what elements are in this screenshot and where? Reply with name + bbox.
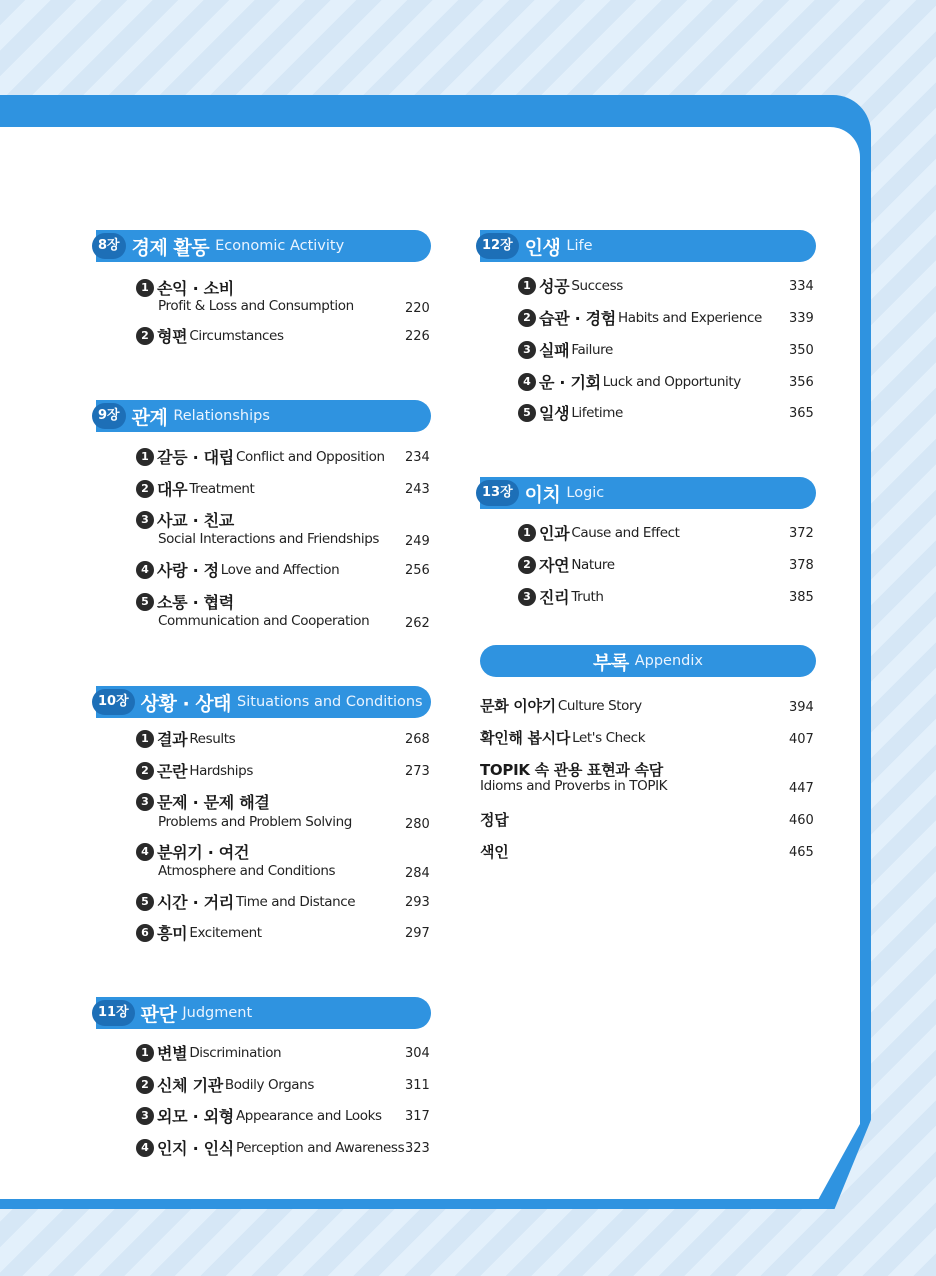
item-title-ko: 소통 · 협력 [157,593,234,612]
item-title-en: Failure [571,341,613,358]
number-badge: 3 [136,793,154,811]
page-number: 365 [789,406,814,421]
toc-item[interactable] [136,727,235,750]
chapter-title-en: Life [566,238,593,254]
toc-item[interactable] [518,338,613,361]
item-title-ko: 인과 [539,524,570,543]
page-number: 249 [405,534,430,549]
chapter-number: 8장 [92,233,126,259]
chapter-number: 10장 [92,689,135,715]
item-title-en: Appearance and Looks [235,1107,382,1124]
chapter-11-header [96,997,431,1029]
page-number: 339 [789,311,814,326]
item-title-en: Lifetime [571,404,623,421]
page-number: 460 [789,813,814,828]
toc-item[interactable] [136,790,270,813]
item-title-ko: 실패 [539,341,570,360]
chapter-title-en: Judgment [182,1005,253,1021]
item-title-en: Circumstances [189,327,284,344]
appendix-header [480,645,816,677]
toc-item[interactable] [136,1073,314,1096]
item-title-en: Nature [571,556,615,573]
number-badge: 5 [518,404,536,422]
page-number: 280 [405,817,430,832]
number-badge: 1 [136,1044,154,1062]
item-title-en: Results [189,730,236,747]
chapter-title-ko: 경제 활동 [131,236,210,259]
number-badge: 3 [136,511,154,529]
number-badge: 2 [136,480,154,498]
page-number: 407 [789,732,814,747]
item-title-ko: 운 · 기회 [539,373,601,392]
page-number: 293 [405,895,430,910]
number-badge: 6 [136,924,154,942]
item-title-en: Bodily Organs [224,1076,314,1093]
number-badge: 1 [136,279,154,297]
toc-item[interactable] [480,727,645,748]
number-badge: 2 [136,327,154,345]
chapter-13-header [480,477,816,509]
number-badge: 3 [518,341,536,359]
number-badge: 5 [136,593,154,611]
number-badge: 4 [136,561,154,579]
item-title-en: Social Interactions and Friendships [158,531,380,547]
toc-item[interactable] [518,401,623,424]
toc-item[interactable] [136,1041,281,1064]
item-title-ko: 분위기 · 여건 [157,843,250,862]
item-title-ko: 성공 [539,277,570,296]
number-badge: 3 [136,1107,154,1125]
item-title-ko: 갈등 · 대립 [157,448,234,467]
toc-item[interactable] [480,809,508,830]
number-badge: 1 [136,730,154,748]
item-title-ko: 문제 · 문제 해결 [157,793,270,812]
item-title-ko: 사교 · 친교 [157,511,234,530]
appendix-title-ko: 부록 [593,651,629,674]
chapter-title-ko: 관계 [131,406,168,429]
item-title-en: Idioms and Proverbs in TOPIK [480,778,668,794]
item-title-en: Cause and Effect [571,524,680,541]
item-title-ko: 색인 [480,843,509,861]
item-title-en: Habits and Experience [617,309,762,326]
item-title-ko: 일생 [539,404,570,423]
page-number: 256 [405,563,430,578]
toc-item[interactable] [136,558,339,581]
page-number: 372 [789,526,814,541]
page-number: 234 [405,450,430,465]
page-number: 226 [405,329,430,344]
page-number: 447 [789,781,814,796]
toc-item[interactable] [136,276,234,299]
toc-item[interactable] [136,921,262,944]
page-number: 394 [789,700,814,715]
item-title-en: Atmosphere and Conditions [158,863,336,879]
chapter-title-en: Economic Activity [215,238,345,254]
number-badge: 2 [136,762,154,780]
number-badge: 1 [518,524,536,542]
item-title-en: Hardships [189,762,253,779]
item-title-ko: TOPIK 속 관용 표현과 속담 [480,761,663,779]
page-number: 356 [789,375,814,390]
item-title-en: Truth [571,588,604,605]
toc-item[interactable] [136,890,355,913]
number-badge: 1 [136,448,154,466]
item-title-ko: 인지 · 인식 [157,1139,234,1158]
item-title-ko: 흥미 [157,924,188,943]
page-number: 304 [405,1046,430,1061]
page-number: 378 [789,558,814,573]
item-title-ko: 진리 [539,588,570,607]
item-title-ko: 확인해 봅시다 [480,729,571,747]
item-title-ko: 시간 · 거리 [157,893,234,912]
item-title-en: Profit & Loss and Consumption [158,298,354,314]
chapter-12-header [480,230,816,262]
item-title-en: Luck and Opportunity [602,373,741,390]
number-badge: 2 [136,1076,154,1094]
chapter-title-ko: 판단 [140,1003,177,1026]
chapter-title-en: Relationships [173,408,270,424]
chapter-number: 11장 [92,1000,135,1026]
chapter-number: 12장 [476,233,519,259]
item-title-en: Treatment [189,480,255,497]
chapter-number: 13장 [476,480,519,506]
item-title-en: Love and Affection [220,561,340,578]
number-badge: 5 [136,893,154,911]
item-title-ko: 대우 [157,480,188,499]
item-title-ko: 사랑 · 정 [157,561,219,580]
page-number: 273 [405,764,430,779]
page-number: 465 [789,845,814,860]
chapter-title-ko: 상황 · 상태 [140,692,232,715]
item-title-en: Communication and Cooperation [158,613,370,629]
toc-item[interactable] [480,841,508,862]
toc-item[interactable] [518,306,762,329]
item-title-ko: 정답 [480,811,509,829]
item-title-en: Let's Check [572,729,646,746]
chapter-title-ko: 이치 [524,483,561,506]
chapter-8-header [96,230,431,262]
toc-item[interactable] [136,1104,382,1127]
item-title-en: Culture Story [557,697,642,714]
item-title-ko: 자연 [539,556,570,575]
page-number: 317 [405,1109,430,1124]
page-number: 385 [789,590,814,605]
item-title-ko: 습관 · 경험 [539,309,616,328]
chapter-title-en: Situations and Conditions [237,694,423,710]
appendix-title-en: Appendix [634,653,703,669]
item-title-ko: 결과 [157,730,188,749]
toc-item[interactable] [136,759,253,782]
item-title-en: Discrimination [189,1044,282,1061]
toc-item[interactable] [518,585,604,608]
page-number: 220 [405,301,430,316]
page-number: 323 [405,1141,430,1156]
chapter-title-ko: 인생 [524,236,561,259]
toc-item[interactable] [136,1136,404,1159]
toc-item[interactable] [518,370,741,393]
toc-item[interactable] [480,759,663,780]
number-badge: 4 [518,373,536,391]
toc-item[interactable] [518,521,680,544]
chapter-title-en: Logic [566,485,605,501]
number-badge: 4 [136,843,154,861]
number-badge: 1 [518,277,536,295]
chapter-number: 9장 [92,403,126,429]
item-title-ko: 외모 · 외형 [157,1107,234,1126]
page-number: 284 [405,866,430,881]
toc-item[interactable] [518,274,623,297]
number-badge: 2 [518,309,536,327]
toc-item[interactable] [480,695,642,716]
item-title-ko: 변별 [157,1044,188,1063]
toc-item[interactable] [136,445,385,468]
page-number: 350 [789,343,814,358]
page-number: 268 [405,732,430,747]
toc-item[interactable] [136,324,284,347]
item-title-en: Problems and Problem Solving [158,814,352,830]
item-title-ko: 신체 기관 [157,1076,223,1095]
chapter-10-header [96,686,431,718]
item-title-ko: 형편 [157,327,188,346]
number-badge: 2 [518,556,536,574]
item-title-en: Success [571,277,623,294]
toc-item[interactable] [136,508,234,531]
toc-item[interactable] [518,553,615,576]
page-number: 262 [405,616,430,631]
toc-item[interactable] [136,840,249,863]
item-title-ko: 문화 이야기 [480,697,556,715]
page-number: 334 [789,279,814,294]
item-title-en: Conflict and Opposition [235,448,385,465]
item-title-ko: 곤란 [157,762,188,781]
number-badge: 3 [518,588,536,606]
page-number: 243 [405,482,430,497]
chapter-9-header [96,400,431,432]
item-title-en: Time and Distance [235,893,356,910]
item-title-en: Excitement [189,924,262,941]
toc-item[interactable] [136,590,234,613]
item-title-en: Perception and Awareness [235,1139,405,1156]
item-title-ko: 손익 · 소비 [157,279,234,298]
page-number: 311 [405,1078,430,1093]
page-number: 297 [405,926,430,941]
toc-item[interactable] [136,477,254,500]
number-badge: 4 [136,1139,154,1157]
